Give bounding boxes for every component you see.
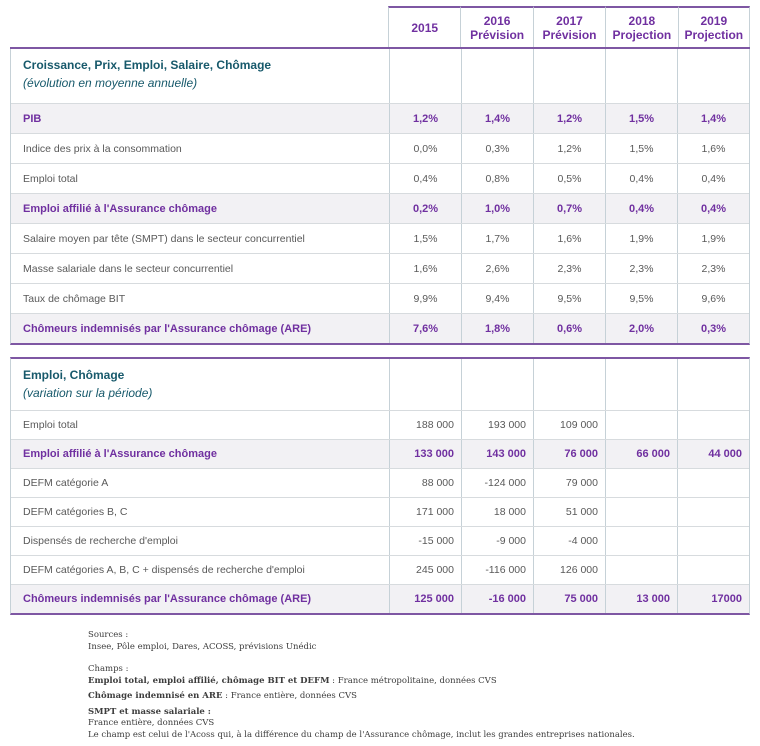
table-row (11, 253, 749, 283)
value-cell (677, 556, 749, 584)
table-row (11, 584, 749, 613)
champ-emploi-bold: Emploi total, emploi affilié, chômage BIT et DEFM (88, 675, 330, 686)
value-cell: 1,4% (461, 104, 533, 133)
value-cell: 1,7% (461, 224, 533, 253)
section-subtitle: (variation sur la période) (23, 386, 153, 400)
column-header-2018 (605, 6, 677, 47)
annual-average-table (10, 49, 750, 345)
column-header-2017 (533, 6, 605, 47)
value-cell (677, 527, 749, 555)
value-cell: 0,7% (533, 194, 605, 223)
column-header-2016 (460, 6, 532, 47)
column-year: 2017 (556, 13, 583, 28)
column-year: 2018 (628, 13, 656, 28)
value-cell: 88 000 (389, 469, 461, 497)
value-cell: 125 000 (389, 585, 461, 613)
value-cell: 0,6% (533, 314, 605, 343)
row-label: Chômeurs indemnisés par l'Assurance chômage (ARE) (23, 593, 312, 605)
value-cell: 9,6% (677, 284, 749, 313)
value-cell: 171 000 (389, 498, 461, 526)
value-cell: 1,2% (389, 104, 461, 133)
section-label (11, 359, 389, 410)
period-variation-table (10, 357, 750, 615)
value-cell: 1,2% (533, 134, 605, 163)
value-cell (677, 411, 749, 439)
empty-cell (533, 359, 605, 410)
value-cell: 2,3% (677, 254, 749, 283)
value-cell: 245 000 (389, 556, 461, 584)
value-cell: 0,4% (677, 194, 749, 223)
champ-smpt-label: SMPT et masse salariale : (88, 706, 211, 717)
table-row (11, 313, 749, 343)
value-cell: 133 000 (389, 440, 461, 468)
table-row (11, 497, 749, 526)
value-cell: 2,0% (605, 314, 677, 343)
value-cell: 17000 (677, 585, 749, 613)
tables-wrap (10, 6, 750, 615)
table-row (11, 283, 749, 313)
value-cell: 1,0% (461, 194, 533, 223)
years-header-row (10, 6, 750, 49)
value-cell (605, 527, 677, 555)
column-sublabel: Prévision (542, 27, 597, 42)
value-cell (605, 411, 677, 439)
column-header-2015 (388, 6, 460, 47)
value-cell: 1,8% (461, 314, 533, 343)
row-label: Dispensés de recherche d'emploi (23, 535, 178, 547)
value-cell: 79 000 (533, 469, 605, 497)
value-cell: 1,5% (605, 104, 677, 133)
empty-cell (605, 359, 677, 410)
value-cell: 9,9% (389, 284, 461, 313)
value-cell: 1,2% (533, 104, 605, 133)
section-subtitle: (évolution en moyenne annuelle) (23, 76, 198, 90)
value-cell: 0,8% (461, 164, 533, 193)
table-row (11, 410, 749, 439)
value-cell: 0,3% (677, 314, 749, 343)
empty-cell (389, 49, 461, 103)
table-row (11, 163, 749, 193)
champs-label: Champs : (88, 664, 129, 674)
section-label (11, 49, 389, 103)
column-year: 2019 (700, 13, 728, 28)
row-label: Indice des prix à la consommation (23, 142, 182, 155)
value-cell (677, 469, 749, 497)
table-row (11, 526, 749, 555)
value-cell: -124 000 (461, 469, 533, 497)
sources-label: Sources : (88, 630, 129, 640)
value-cell: 1,9% (677, 224, 749, 253)
value-cell: 1,6% (677, 134, 749, 163)
value-cell: 76 000 (533, 440, 605, 468)
value-cell: 44 000 (677, 440, 749, 468)
value-cell: 126 000 (533, 556, 605, 584)
value-cell: -116 000 (461, 556, 533, 584)
row-label: Masse salariale dans le secteur concurrentiel (23, 262, 234, 275)
report-page (0, 6, 760, 746)
row-label: Emploi total (23, 419, 78, 431)
value-cell: 9,5% (533, 284, 605, 313)
empty-cell (677, 49, 749, 103)
value-cell: 1,6% (533, 224, 605, 253)
value-cell: 1,5% (389, 224, 461, 253)
empty-cell (605, 49, 677, 103)
value-cell: 13 000 (605, 585, 677, 613)
champ-smpt-scope: France entière, données CVS (88, 718, 215, 728)
value-cell: -4 000 (533, 527, 605, 555)
row-label: DEFM catégorie A (23, 477, 109, 489)
value-cell: 9,5% (605, 284, 677, 313)
column-year: 2015 (411, 20, 439, 35)
value-cell: 0,3% (461, 134, 533, 163)
value-cell: 0,2% (389, 194, 461, 223)
champ-smpt-detail: Le champ est celui de l'Acoss qui, à la différence du champ de l'Assurance chômage, inclut les grandes entreprises nationales. (88, 729, 635, 740)
column-sublabel: Prévision (470, 27, 525, 42)
value-cell: 2,3% (605, 254, 677, 283)
value-cell: 0,4% (605, 164, 677, 193)
empty-cell (533, 49, 605, 103)
value-cell: 2,6% (461, 254, 533, 283)
row-label: Chômeurs indemnisés par l'Assurance chômage (ARE) (23, 322, 312, 335)
footnotes (88, 630, 760, 741)
row-label: Emploi total (23, 172, 78, 185)
champ-emploi-note (88, 676, 760, 688)
row-label: Salaire moyen par tête (SMPT) dans le secteur concurrentiel (23, 232, 305, 245)
row-label: Taux de chômage BIT (23, 292, 126, 305)
value-cell: 66 000 (605, 440, 677, 468)
sources-text: Insee, Pôle emploi, Dares, ACOSS, prévisions Unédic (88, 641, 317, 652)
table-row (11, 555, 749, 584)
table-row (11, 223, 749, 253)
table-row (11, 103, 749, 133)
row-label: DEFM catégories B, C (23, 506, 128, 518)
section-header-row (11, 359, 749, 410)
value-cell: -15 000 (389, 527, 461, 555)
value-cell (677, 498, 749, 526)
champ-are-rest: : France entière, données CVS (222, 691, 357, 701)
empty-cell (677, 359, 749, 410)
row-label: Emploi affilié à l'Assurance chômage (23, 202, 217, 215)
table-row (11, 133, 749, 163)
value-cell: 2,3% (533, 254, 605, 283)
value-cell (605, 498, 677, 526)
column-sublabel: Projection (684, 27, 744, 42)
value-cell: 1,9% (605, 224, 677, 253)
table-row (11, 468, 749, 497)
empty-cell (389, 359, 461, 410)
empty-cell (461, 49, 533, 103)
section-header-row (11, 49, 749, 103)
value-cell: 9,4% (461, 284, 533, 313)
value-cell: 109 000 (533, 411, 605, 439)
value-cell: 18 000 (461, 498, 533, 526)
value-cell: 51 000 (533, 498, 605, 526)
value-cell: 143 000 (461, 440, 533, 468)
value-cell: -16 000 (461, 585, 533, 613)
column-header-2019 (678, 6, 750, 47)
section-title: Emploi, Chômage (23, 368, 125, 382)
spacer (88, 653, 760, 664)
champ-are-bold: Chômage indemnisé en ARE (88, 691, 223, 701)
value-cell: -9 000 (461, 527, 533, 555)
header-spacer (10, 6, 388, 47)
value-cell: 0,4% (677, 164, 749, 193)
row-label: PIB (23, 112, 42, 125)
column-sublabel: Projection (612, 27, 672, 42)
value-cell: 7,6% (389, 314, 461, 343)
value-cell: 1,6% (389, 254, 461, 283)
table-row (11, 193, 749, 223)
empty-cell (461, 359, 533, 410)
value-cell: 0,5% (533, 164, 605, 193)
value-cell: 193 000 (461, 411, 533, 439)
row-label: Emploi affilié à l'Assurance chômage (23, 448, 217, 460)
row-label: DEFM catégories A, B, C + dispensés de recherche d'emploi (23, 564, 305, 576)
section-title: Croissance, Prix, Emploi, Salaire, Chômage (23, 58, 272, 72)
value-cell: 75 000 (533, 585, 605, 613)
table-row (11, 439, 749, 468)
value-cell (605, 556, 677, 584)
champ-emploi-rest: : France métropolitaine, données CVS (329, 675, 497, 686)
value-cell: 1,4% (677, 104, 749, 133)
value-cell: 1,5% (605, 134, 677, 163)
value-cell (605, 469, 677, 497)
value-cell: 0,4% (389, 164, 461, 193)
champ-are-note (88, 691, 760, 703)
column-year: 2016 (483, 13, 511, 28)
value-cell: 0,4% (605, 194, 677, 223)
value-cell: 0,0% (389, 134, 461, 163)
value-cell: 188 000 (389, 411, 461, 439)
